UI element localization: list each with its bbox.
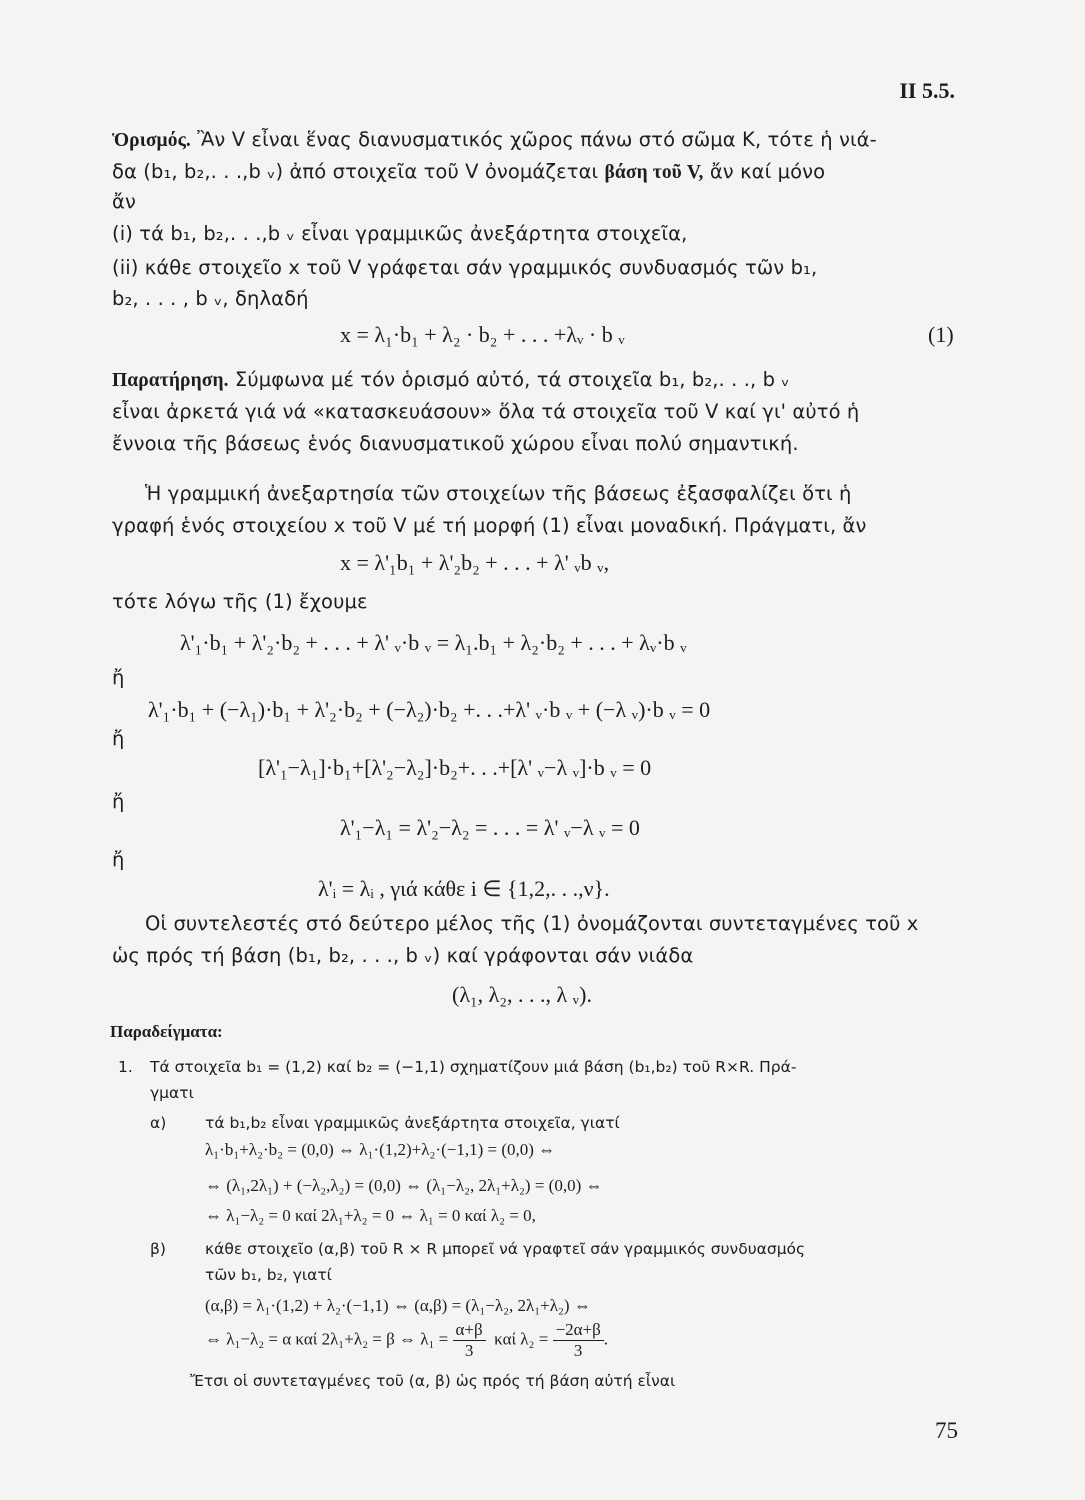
uniqueness-eq-6: λ'ᵢ = λᵢ , γιά κάθε i ∈ {1,2,. . .,ν}. (318, 876, 610, 901)
part-a-line-3: ⇔ (λ₁,2λ₁) + (−λ₂,λ₂) = (0,0) ⇔ (λ₁−λ₂, 2λ₁+λ₂) = (0,0) ⇔ (205, 1176, 603, 1195)
section-number: II 5.5. (899, 78, 955, 103)
part-b-label: β) (150, 1240, 166, 1258)
or-2: ἤ (112, 727, 125, 750)
remark-line-3: ἔννοια τῆς βάσεως ἑνός διανυσματικοῦ χώρου εἶναι πολύ σημαντική. (112, 432, 799, 455)
definition-item-ii-1: (ii) κάθε στοιχεῖο x τοῦ V γράφεται σάν γραμμικός συνδυασμός τῶν b₁, (112, 256, 818, 279)
uniqueness-then: τότε λόγω τῆς (1) ἔχουμε (112, 590, 368, 613)
definition-line-1: Ὁρισμός. Ἂν V εἶναι ἕνας διανυσματικός χῶρος πάνω στό σῶμα K, τότε ἡ νιά- (112, 128, 877, 151)
coordinates-line-2: ὡς πρός τή βάση (b₁, b₂, . . ., b ᵥ) καί γράφονται σάν νιάδα (112, 944, 694, 967)
part-b-line-2: τῶν b₁, b₂, γιατί (205, 1266, 332, 1284)
definition-line-2: δα (b₁, b₂,. . .,b ᵥ) ἀπό στοιχεῖα τοῦ V ὀνομάζεται βάση τοῦ V, ἄν καί μόνο (112, 160, 826, 183)
coordinates-tuple: (λ₁, λ₂, . . ., λ ᵥ). (452, 982, 592, 1007)
definition-equation: x = λ₁·b₁ + λ₂ · b₂ + . . . +λᵥ · b ᵥ (340, 322, 625, 347)
uniqueness-eq-2: λ'₁·b₁ + λ'₂·b₂ + . . . + λ' ᵥ·b ᵥ = λ₁.b₁ + λ₂·b₂ + . . . + λᵥ·b ᵥ (180, 630, 687, 655)
or-3: ἤ (112, 790, 125, 813)
part-b-line-1: κάθε στοιχεῖο (α,β) τοῦ R × R μπορεῖ νά γραφτεῖ σάν γραμμικός συνδυασμός (205, 1240, 806, 1258)
definition-line-3: ἄν (112, 190, 136, 213)
or-4: ἤ (112, 848, 125, 871)
part-a-line-4: ⇔ λ₁−λ₂ = 0 καί 2λ₁+λ₂ = 0 ⇔ λ₁ = 0 καί λ₂ = 0, (205, 1206, 536, 1225)
part-a-line-2: λ₁·b₁+λ₂·b₂ = (0,0) ⇔ λ₁·(1,2)+λ₂·(−1,1) = (0,0) ⇔ (205, 1140, 556, 1159)
part-a-label: α) (150, 1114, 167, 1132)
example-1-line-2: γματι (150, 1084, 194, 1102)
remark-label: Παρατήρηση. (112, 370, 229, 391)
coordinates-line-1: Οἱ συντελεστές στό δεύτερο μέλος τῆς (1) ὀνομάζονται συντεταγμένες τοῦ x (145, 912, 919, 935)
uniqueness-eq-1: x = λ'₁b₁ + λ'₂b₂ + . . . + λ' ᵥb ᵥ, (340, 550, 610, 575)
remark-line-2: εἶναι ἀρκετά γιά νά «κατασκευάσουν» ὅλα τά στοιχεῖα τοῦ V καί γι' αὐτό ἡ (112, 400, 860, 423)
part-b-line-3: (α,β) = λ₁·(1,2) + λ₂·(−1,1) ⇔ (α,β) = (λ₁−λ₂, 2λ₁+λ₂) ⇔ (205, 1296, 591, 1315)
definition-item-i: (i) τά b₁, b₂,. . .,b ᵥ εἶναι γραμμικῶς ἀνεξάρτητα στοιχεῖα, (112, 222, 688, 245)
example-1-number: 1. (118, 1058, 133, 1076)
part-b-line-4: ⇔ λ₁−λ₂ = α καί 2λ₁+λ₂ = β ⇔ λ₁ = $\frac{\alpha+\beta}{3}$ καί λ₂ = $\frac{-2\alpha+\beta}{3}$ . (205, 1320, 609, 1360)
fraction-lambda-1: $\frac{\alpha+\beta}{3}$ (453, 1320, 486, 1361)
example-1-line-1: Τά στοιχεῖα b₁ = (1,2) καί b₂ = (−1,1) σχηματίζουν μιά βάση (b₁,b₂) τοῦ R×R. Πρά- (150, 1058, 797, 1076)
closing-line: Ἔτσι οἱ συντεταγμένες τοῦ (α, β) ὡς πρός τή βάση αὐτή εἶναι (190, 1372, 676, 1390)
equation-number: (1) (928, 322, 954, 347)
uniqueness-line-2: γραφή ἑνός στοιχείου x τοῦ V μέ τή μορφή (1) εἶναι μοναδική. Πράγματι, ἄν (112, 514, 867, 537)
examples-heading: Παραδείγματα: (110, 1022, 223, 1041)
remark-line-1: Παρατήρηση. Σύμφωνα μέ τόν ὁρισμό αὐτό, τά στοιχεῖα b₁, b₂,. . ., b ᵥ (112, 368, 790, 391)
definition-item-ii-2: b₂, . . . , b ᵥ, δηλαδή (112, 287, 309, 310)
uniqueness-eq-4: [λ'₁−λ₁]·b₁+[λ'₂−λ₂]·b₂+. . .+[λ' ᵥ−λ ᵥ]·b ᵥ = 0 (258, 755, 652, 780)
part-a-line-1: τά b₁,b₂ εἶναι γραμμικῶς ἀνεξάρτητα στοιχεῖα, γιατί (205, 1114, 620, 1132)
uniqueness-line-1: Ἡ γραμμική ἀνεξαρτησία τῶν στοιχείων τῆς βάσεως ἐξασφαλίζει ὅτι ἡ (145, 482, 852, 505)
page-number: 75 (935, 1418, 958, 1443)
uniqueness-eq-3: λ'₁·b₁ + (−λ₁)·b₁ + λ'₂·b₂ + (−λ₂)·b₂ +. . .+λ' ᵥ·b ᵥ + (−λ ᵥ)·b ᵥ = 0 (148, 697, 711, 722)
or-1: ἤ (112, 666, 125, 689)
uniqueness-eq-5: λ'₁−λ₁ = λ'₂−λ₂ = . . . = λ' ᵥ−λ ᵥ = 0 (340, 815, 640, 840)
fraction-lambda-2: $\frac{-2\alpha+\beta}{3}$ (553, 1320, 604, 1361)
definition-label: Ὁρισμός. (112, 130, 191, 151)
